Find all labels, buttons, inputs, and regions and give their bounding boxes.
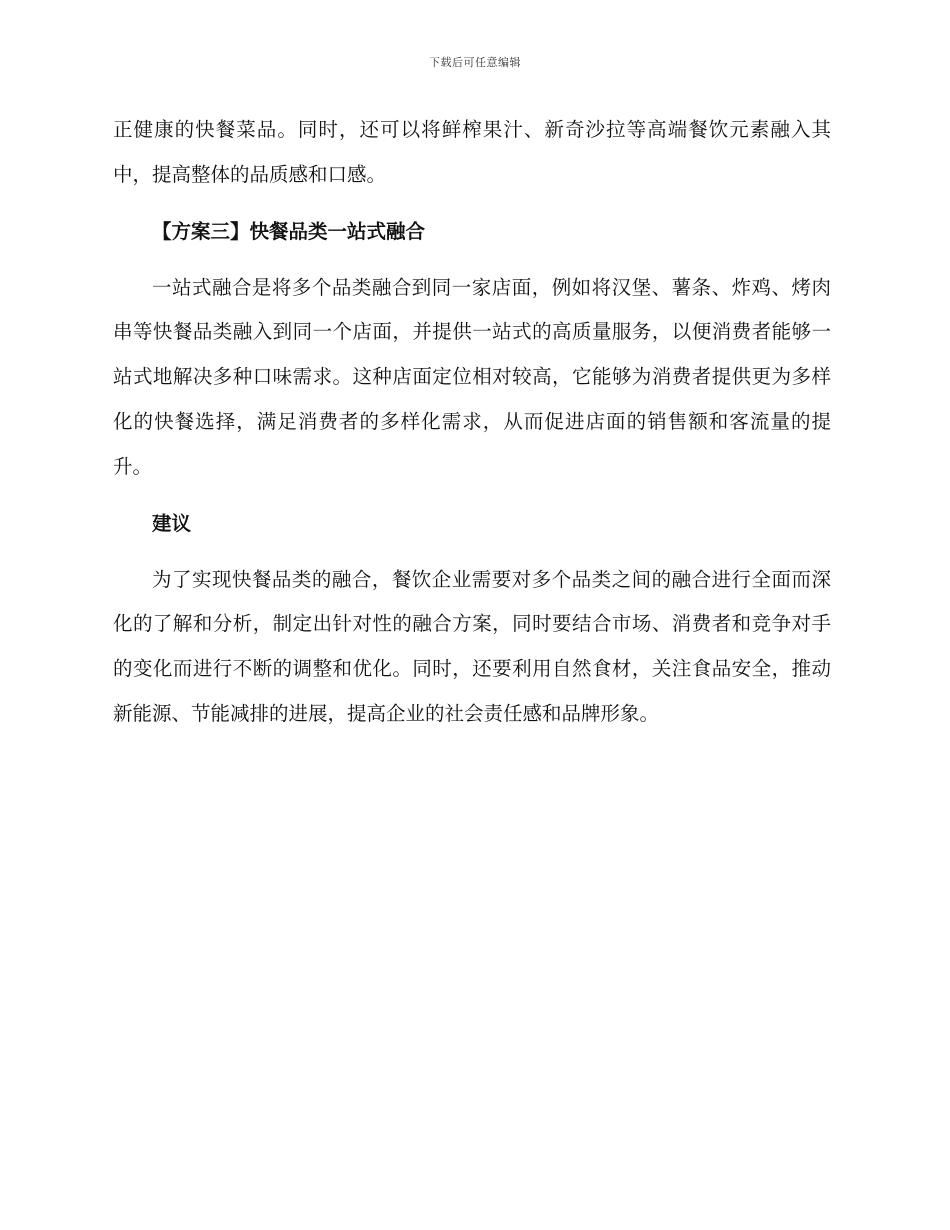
section-heading-suggestions: 建议 <box>152 511 192 535</box>
paragraph-plan-three: 一站式融合是将多个品类融合到同一家店面，例如将汉堡、薯条、炸鸡、烤肉串等快餐品类融入到同一个店面，并提供一站式的高质量服务，以便消费者能够一站式地解决多种口味需求。这种店面定位相对较高，它能够为消费者提供更为多样化的快餐选择，满足消费者的多样化需求，从而促进店面的销售额和客流量的提升。 <box>113 275 831 478</box>
section-heading-plan-three: 【方案三】快餐品类一站式融合 <box>152 219 426 243</box>
document-body <box>113 108 831 737</box>
page-header: 下载后可任意编辑 <box>429 56 521 69</box>
paragraph-intro-continuation: 正健康的快餐菜品。同时，还可以将鲜榨果汁、新奇沙拉等高端餐饮元素融入其中，提高整体的品质感和口感。 <box>113 118 831 186</box>
paragraph-suggestions: 为了实现快餐品类的融合，餐饮企业需要对多个品类之间的融合进行全面而深化的了解和分析，制定出针对性的融合方案，同时要结合市场、消费者和竞争对手的变化而进行不断的调整和优化。同时，还要利用自然食材，关注食品安全，推动新能源、节能减排的进展，提高企业的社会责任感和品牌形象。 <box>113 567 831 725</box>
